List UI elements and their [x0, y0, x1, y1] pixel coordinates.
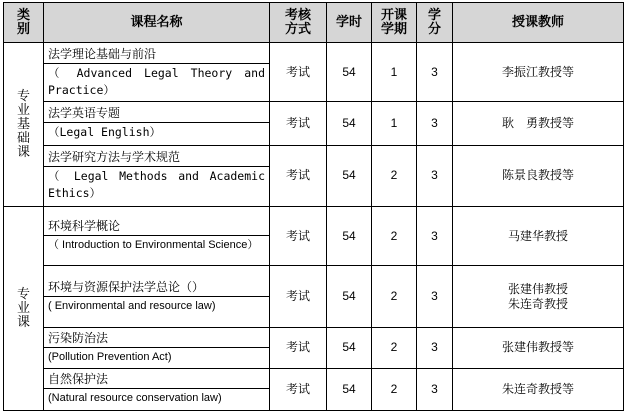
course-name-en: (Pollution Prevention Act) [44, 347, 269, 367]
course-name-en: ( Environmental and resource law) [44, 296, 269, 316]
credits-cell: 3 [417, 102, 453, 145]
header-row [4, 3, 624, 43]
assessment-cell: 考试 [270, 327, 327, 368]
assessment-cell: 考试 [270, 102, 327, 145]
semester-cell: 2 [372, 145, 417, 207]
course-name-cell [44, 207, 270, 266]
assessment-cell: 考试 [270, 368, 327, 410]
semester-cell: 1 [372, 43, 417, 102]
semester-cell: 2 [372, 207, 417, 266]
course-name-cn: 环境与资源保护法学总论（） [48, 279, 205, 294]
table-row [4, 266, 624, 328]
assessment-cell: 考试 [270, 266, 327, 328]
course-table [3, 2, 624, 411]
header-credits: 学分 [417, 3, 453, 43]
teacher-cell: 张建伟教授 朱连奇教授 [453, 266, 624, 328]
hours-cell: 54 [327, 266, 372, 328]
table-row [4, 102, 624, 145]
table-row [4, 145, 624, 207]
teacher-cell: 张建伟教授等 [453, 327, 624, 368]
assessment-cell: 考试 [270, 145, 327, 207]
course-name-cell [44, 368, 270, 410]
header-assessment: 考核方式 [270, 3, 327, 43]
course-name-en: （ Legal Methods and Academic Ethics） [44, 166, 269, 203]
course-name-cell [44, 102, 270, 145]
course-name-cn: 环境科学概论 [48, 219, 121, 234]
course-name-en: （Legal English） [44, 122, 269, 142]
table-row [4, 43, 624, 102]
hours-cell: 54 [327, 327, 372, 368]
course-name-en: （ Advanced Legal Theory and Practice） [44, 63, 269, 100]
table-row [4, 327, 624, 368]
course-name-en: （ Introduction to Environmental Science） [44, 235, 269, 255]
course-name-cell [44, 266, 270, 328]
course-name-cn: 自然保护法 [48, 372, 109, 387]
course-name-cell [44, 327, 270, 368]
category-cell: 专业基础课 [4, 43, 44, 207]
credits-cell: 3 [417, 43, 453, 102]
course-name-cn: 法学英语专题 [48, 106, 121, 121]
teacher-cell: 朱连奇教授等 [453, 368, 624, 410]
hours-cell: 54 [327, 145, 372, 207]
teacher-cell: 耿 勇教授等 [453, 102, 624, 145]
header-course-name: 课程名称 [44, 3, 270, 43]
header-hours: 学时 [327, 3, 372, 43]
course-name-cn: 法学研究方法与学术规范 [48, 150, 181, 165]
credits-cell: 3 [417, 207, 453, 266]
header-category: 类别 [4, 3, 44, 43]
assessment-cell: 考试 [270, 207, 327, 266]
course-name-cn: 法学理论基础与前沿 [48, 46, 157, 61]
assessment-cell: 考试 [270, 43, 327, 102]
hours-cell: 54 [327, 102, 372, 145]
header-semester: 开课学期 [372, 3, 417, 43]
hours-cell: 54 [327, 368, 372, 410]
credits-cell: 3 [417, 327, 453, 368]
semester-cell: 2 [372, 327, 417, 368]
header-teacher: 授课教师 [453, 3, 624, 43]
category-cell: 专业课 [4, 207, 44, 411]
semester-cell: 2 [372, 266, 417, 328]
teacher-cell: 马建华教授 [453, 207, 624, 266]
hours-cell: 54 [327, 43, 372, 102]
credits-cell: 3 [417, 266, 453, 328]
table-row [4, 207, 624, 266]
teacher-cell: 李振江教授等 [453, 43, 624, 102]
course-name-cn: 污染防治法 [48, 330, 109, 345]
credits-cell: 3 [417, 145, 453, 207]
course-name-cell [44, 145, 270, 207]
credits-cell: 3 [417, 368, 453, 410]
teacher-cell: 陈景良教授等 [453, 145, 624, 207]
hours-cell: 54 [327, 207, 372, 266]
course-name-en: (Natural resource conservation law) [44, 388, 269, 408]
semester-cell: 2 [372, 368, 417, 410]
semester-cell: 1 [372, 102, 417, 145]
course-name-cell [44, 43, 270, 102]
table-row [4, 368, 624, 410]
